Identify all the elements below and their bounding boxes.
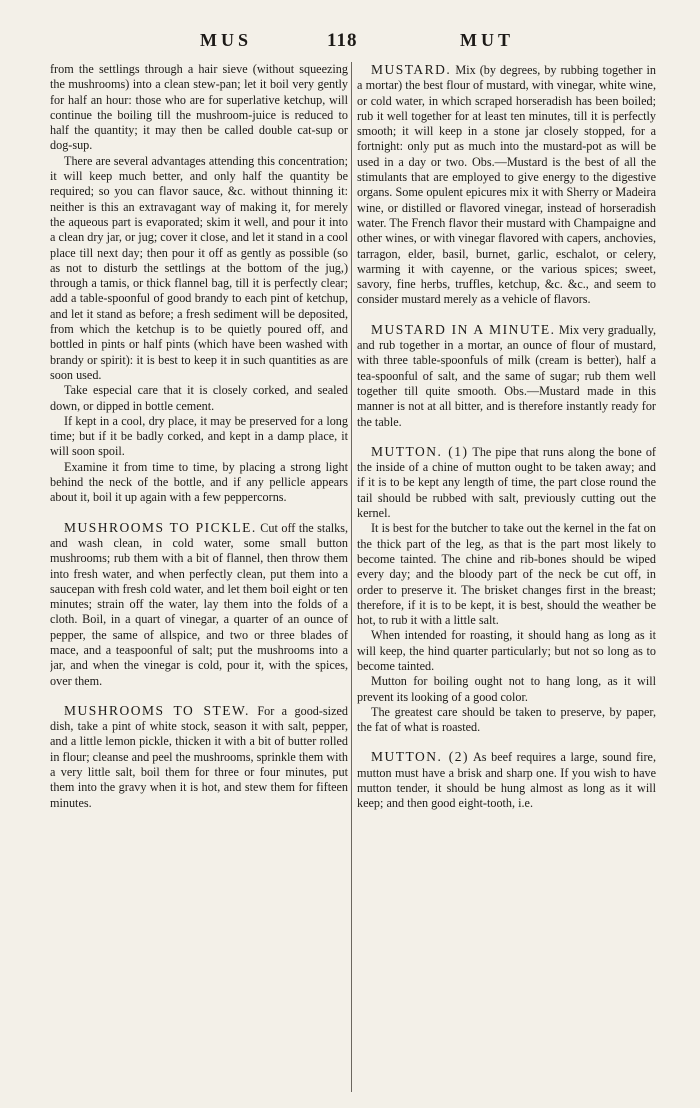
entry-body: The pipe that runs along the bone of the inside of a chine of mutton ought to be taken away; and if it is to be kept any length of time, the part close round the tail should be rubbed with salt, previously cutting out the kernel. — [357, 444, 656, 521]
entry-mustard — [357, 62, 656, 308]
entry-body: As beef requires a large, sound fire, mutton must have a brisk and sharp one. If you wish to have mutton tender, it should be hung almost as long as it will keep; and then good eight-tooth, i.e. — [357, 750, 656, 811]
paragraph: The greatest care should be taken to preserve, by paper, the fat of what is roasted. — [357, 704, 656, 735]
entry-body: Cut off the stalks, and wash clean, in cold water, some small button mushrooms; rub them with a bit of flannel, then throw them into fresh water, and when perfectly clean, put them into a saucepan with fresh cold water, and let them boil eight or ten minutes; strain off the water, lay them into the folds of a cloth. Boil, in a quart of vinegar, a quarter of an ounce of pepper, the same of allspice, and two or three blades of mace, and a teaspoonful of salt; put the mushrooms into a jar, and when the vinegar is cold, pour it, with the spices, over them. — [50, 520, 348, 688]
paragraph: There are several advantages attending this concentration; it will keep much better, and only half the quantity be required; so you can flavor sauce, &c. without thinning it: neither is this an extravagant way of making it, for merely the aqueous part is evaporated; skim it well, and pour it into a clean dry jar, or jug; cover it close, and let it stand in a cool place till next day; then pour it off as gently as possible (so as not to disturb the settlings at the bottom of the jug,) through a tamis, or thick flannel bag, till it is perfectly clear; add a table-spoonful of good brandy to each pint of ketchup, and let it stand as before; a fresh sediment will be deposited, from which the ketchup is to be quietly poured off, and bottled in pints or half pints (which have been washed with brandy or spirit): it is best to keep it in such quantities as are soon used. — [50, 153, 348, 382]
entry-body: Mix very gradually, and rub together in a mortar, an ounce of flour of mustard, with three table-spoonfuls of milk (cream is better), half a tea-spoonful of salt, and the same of sugar; rub them well together till quite smooth. Obs.—Mustard made in this manner is not at all bitter, and is therefore instantly ready for the table. — [357, 322, 656, 429]
paragraph: Mutton for boiling ought not to hang long, as it will prevent its looking of a good color. — [357, 674, 656, 704]
entry-mushrooms-to-pickle — [50, 520, 348, 689]
entry-heading: MUTTON. (2) — [371, 749, 470, 765]
paragraph-continued: from the settlings through a hair sieve (without squeezing the mushrooms) into a clean stew-pan; let it boil very gently for half an hour: those who are for superlative ketchup, will continue the boiling till the mushroom-juice is reduced to half the quantity; it may then be called double cat-sup or dog-sup. — [50, 62, 348, 153]
entry-heading: MUTTON. (1) — [371, 443, 469, 459]
entry-heading: MUSTARD. — [371, 62, 452, 77]
header-right-guide: MUT — [460, 30, 514, 50]
paragraph: Examine it from time to time, by placing a strong light behind the neck of the bottle, and if any pellicle appears about it, boil it up again with a few peppercorns. — [50, 459, 348, 505]
entry-mutton-2 — [357, 749, 656, 811]
column-divider — [351, 62, 352, 1092]
paragraph: It is best for the butcher to take out the kernel in the fat on the thick part of the leg, as that is the part most likely to become tainted. The chine and rib-bones should be wiped every day; and the bloody part of the neck be cut off, in order to preserve it. The brisket changes first in the breast; therefore, if it is to be kept, it is best, should the weather be hot, to rub it with a little salt. — [357, 521, 656, 628]
page-number: 118 — [327, 30, 358, 51]
running-header — [0, 30, 700, 56]
entry-heading: MUSTARD IN A MINUTE. — [371, 321, 556, 337]
entry-body: For a good-sized dish, take a pint of white stock, season it with salt, pepper, and a little lemon pickle, thicken it with a bit of butter rolled in flour; cleanse and peel the mushrooms, sprinkle them with a very little salt, boil them for three or four minutes, put them into the gravy when it is hot, and stew them for fifteen minutes. — [50, 703, 348, 810]
entry-mushrooms-to-stew — [50, 703, 348, 811]
paragraph: When intended for roasting, it should hang as long as it will keep, the hind quarter particularly; but not so long as to become tainted. — [357, 628, 656, 673]
entry-body: Mix (by degrees, by rubbing together in a mortar) the best flour of mustard, with vinegar, white wine, or cold water, in which scraped horseradish has been boiled; rub it well together for at least ten minutes, till it is perfectly smooth; it will keep in a stone jar closely stopped, for a fortnight: only put as much into the mustard-pot as will be used in a day or two. Obs.—Mustard is the best of all the stimulants that are employed to give energy to the digestive organs. Some opulent epicures mix it with Sherry or Madeira wine, or distilled or flavored vinegar, instead of horseradish water. The French flavor their mustard with Champaigne and other wines, or with vinegar flavored with capers, anchovies, tarragon, elder, basil, burnet, garlic, eschalot, or celery, warming it with cayenne, or the various spices; sweet, savory, fine herbs, truffles, ketchup, &c. &c., and seem to consider mustard merely as a vehicle of flavors. — [357, 63, 656, 307]
paragraph: If kept in a cool, dry place, it may be preserved for a long time; but if it be badly corked, and kept in a damp place, it will soon spoil. — [50, 413, 348, 459]
entry-mutton-1 — [357, 444, 656, 521]
paragraph: Take especial care that it is closely corked, and sealed down, or dipped in bottle cement. — [50, 383, 348, 413]
entry-mustard-in-a-minute — [357, 322, 656, 430]
left-column — [50, 62, 348, 1102]
entry-heading: MUSHROOMS TO STEW. — [64, 702, 250, 718]
entry-heading: MUSHROOMS TO PICKLE. — [64, 519, 257, 535]
header-left-guide: MUS — [200, 30, 252, 50]
right-column — [357, 62, 656, 1102]
